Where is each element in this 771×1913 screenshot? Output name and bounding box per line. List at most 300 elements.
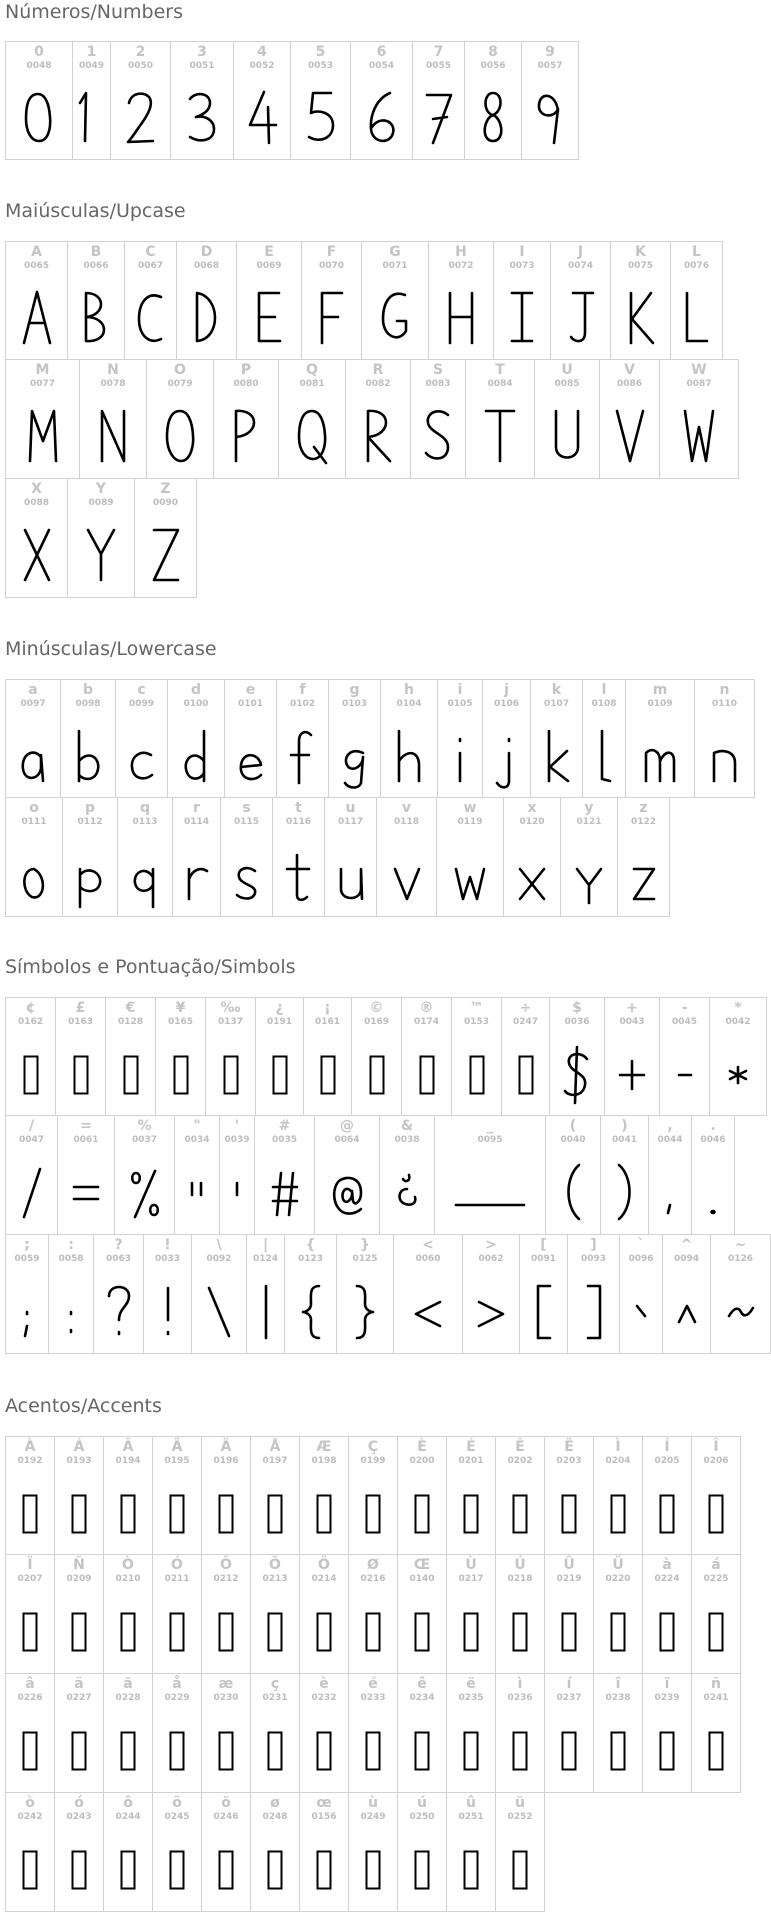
glyph-cell xyxy=(152,1554,202,1674)
glyph-stroke xyxy=(102,411,124,461)
glyph-sample-drawing xyxy=(16,1163,48,1223)
glyph-code-label: 0074 xyxy=(567,261,594,271)
missing-glyph-box xyxy=(269,1733,282,1770)
glyph-cell xyxy=(451,997,502,1116)
glyph-stroke xyxy=(287,855,309,900)
glyph-cell xyxy=(446,1792,496,1912)
glyph-code-label: 0041 xyxy=(611,1135,638,1145)
glyph-character-label: ï xyxy=(664,1676,670,1692)
glyph-code-label: 0237 xyxy=(556,1693,582,1703)
glyph-sample xyxy=(153,1837,201,1903)
glyph-stroke xyxy=(236,411,254,461)
glyph-sample-drawing xyxy=(186,89,218,149)
glyph-code-label: 0083 xyxy=(425,379,451,389)
glyph-sample-drawing xyxy=(561,1731,577,1771)
glyph-sample-drawing xyxy=(120,1850,136,1890)
glyph-code-label: 0118 xyxy=(393,817,420,827)
missing-glyph-box xyxy=(24,1614,37,1651)
missing-glyph-box xyxy=(220,1852,233,1889)
glyph-sample-drawing xyxy=(625,1282,657,1342)
glyph-character-label: á xyxy=(711,1557,721,1573)
glyph-sample xyxy=(80,404,146,470)
glyph-stroke xyxy=(88,530,114,580)
glyph-character-label: k xyxy=(551,682,562,698)
glyph-sample-drawing xyxy=(528,1282,560,1342)
glyph-sample xyxy=(601,1160,648,1226)
glyph-sample xyxy=(115,1160,174,1226)
glyph-cell xyxy=(610,241,671,360)
glyph-sample-drawing xyxy=(169,1612,185,1652)
glyph-character-label: = xyxy=(80,1118,92,1134)
glyph-code-label: 0213 xyxy=(262,1574,288,1584)
glyph-cell xyxy=(397,1554,447,1674)
glyph-code-label: 0200 xyxy=(409,1456,435,1466)
glyph-stroke xyxy=(186,731,204,781)
glyph-row xyxy=(5,798,755,917)
glyph-cell xyxy=(544,1673,594,1793)
glyph-character-label: N xyxy=(107,362,119,378)
glyph-character-label: Ç xyxy=(367,1439,379,1455)
missing-glyph-box xyxy=(710,1614,723,1651)
glyph-sample-drawing xyxy=(708,1612,724,1652)
glyph-code-label: 0245 xyxy=(164,1812,190,1822)
glyph-cell xyxy=(54,1436,104,1555)
glyph-sample xyxy=(465,86,521,152)
glyph-code-label: 0244 xyxy=(115,1812,141,1822)
glyph-code-label: 0099 xyxy=(128,699,155,709)
glyph-character-label: n xyxy=(719,682,730,698)
glyph-character-label: a xyxy=(28,682,38,698)
glyph-sample xyxy=(496,1718,544,1784)
glyph-code-label: 0076 xyxy=(683,261,710,271)
missing-glyph-box xyxy=(24,1733,37,1770)
glyph-cell xyxy=(709,997,767,1116)
glyph-character-label: & xyxy=(400,1118,414,1134)
glyph-code-label: 0246 xyxy=(213,1812,239,1822)
glyph-sample-drawing xyxy=(512,1612,528,1652)
missing-glyph-box xyxy=(321,1057,334,1094)
glyph-stroke xyxy=(520,869,544,899)
glyph-character-label: é xyxy=(368,1676,378,1692)
glyph-sample xyxy=(202,1599,250,1665)
glyph-stroke xyxy=(309,93,333,140)
glyph-sample xyxy=(671,286,722,352)
glyph-code-label: 0084 xyxy=(487,379,513,389)
glyph-cell xyxy=(642,1554,692,1674)
glyph-cell xyxy=(201,1436,251,1555)
glyph-code-label: 0101 xyxy=(237,699,264,709)
glyph-sample xyxy=(251,1718,299,1784)
glyph-sample xyxy=(594,1718,642,1784)
glyph-code-label: 0162 xyxy=(17,1017,44,1027)
glyph-sample-drawing xyxy=(123,1055,139,1095)
glyph-code-label: 0040 xyxy=(560,1135,586,1145)
glyph-sample xyxy=(649,1160,691,1226)
glyph-code-label: 0033 xyxy=(154,1254,181,1264)
glyph-character-label: Ù xyxy=(465,1557,477,1573)
glyph-code-label: 0098 xyxy=(75,699,101,709)
glyph-stroke xyxy=(383,294,406,338)
glyph-code-label: 0233 xyxy=(360,1693,386,1703)
glyph-sample xyxy=(251,1837,299,1903)
glyph-cell xyxy=(205,997,256,1116)
glyph-code-label: 0219 xyxy=(556,1574,582,1584)
glyph-character-label: Æ xyxy=(316,1439,332,1455)
glyph-sample-drawing xyxy=(218,1494,234,1534)
glyph-sample-drawing xyxy=(412,1282,444,1342)
glyph-code-label: 0201 xyxy=(458,1456,484,1466)
glyph-sample-drawing xyxy=(120,1612,136,1652)
glyph-sample xyxy=(535,404,599,470)
glyph-sample xyxy=(247,1279,284,1345)
glyph-code-label: 0057 xyxy=(537,61,563,71)
glyph-stroke xyxy=(357,1286,373,1338)
missing-glyph-box xyxy=(563,1496,576,1533)
glyph-code-label: 0211 xyxy=(164,1574,190,1584)
glyph-character-label: ä xyxy=(123,1676,133,1692)
glyph-code-label: 0094 xyxy=(673,1254,700,1264)
glyph-sample xyxy=(214,404,278,470)
glyph-stroke xyxy=(79,731,98,781)
glyph-sample-drawing xyxy=(21,289,53,349)
glyph-cell xyxy=(213,359,279,479)
missing-glyph-box xyxy=(73,1852,86,1889)
glyph-character-label: Í xyxy=(664,1439,670,1455)
glyph-cell xyxy=(167,679,225,798)
glyph-cell xyxy=(599,359,660,479)
glyph-row xyxy=(5,479,739,598)
glyph-code-label: 0137 xyxy=(217,1017,244,1027)
glyph-cell xyxy=(379,1115,435,1235)
glyph-stroke xyxy=(209,1288,229,1336)
glyph-sample xyxy=(173,842,220,908)
glyph-code-label: 0034 xyxy=(184,1135,210,1145)
glyph-cell xyxy=(567,1234,620,1354)
missing-glyph-box xyxy=(24,1057,37,1094)
glyph-stroke xyxy=(569,1165,580,1219)
glyph-character-label: _ xyxy=(486,1118,494,1134)
glyph-character-label: ã xyxy=(74,1676,84,1692)
glyph-sample-drawing xyxy=(339,727,371,787)
glyph-code-label: 0068 xyxy=(193,261,220,271)
glyph-sample-drawing xyxy=(709,727,741,787)
glyph-sample-drawing xyxy=(295,1282,327,1342)
glyph-code-label: 0114 xyxy=(183,817,210,827)
glyph-stroke xyxy=(197,293,215,341)
glyph-character-label: 8 xyxy=(488,44,498,60)
glyph-sample-drawing xyxy=(512,1850,528,1890)
glyph-code-label: 0174 xyxy=(413,1017,440,1027)
glyph-sample xyxy=(68,523,134,589)
glyph-sample-drawing xyxy=(588,727,620,787)
glyph-code-label: 0075 xyxy=(627,261,654,271)
glyph-sample-drawing xyxy=(362,407,394,467)
glyph-sample-drawing xyxy=(450,1163,530,1223)
glyph-code-label: 0081 xyxy=(299,379,325,389)
glyph-cell xyxy=(401,997,452,1116)
glyph-sample xyxy=(58,1160,114,1226)
glyph-stroke xyxy=(619,1165,630,1219)
glyph-stroke xyxy=(80,869,100,907)
glyph-sample-drawing xyxy=(725,1282,757,1342)
glyph-cell xyxy=(48,1234,94,1354)
glyph-character-label: z xyxy=(639,800,648,816)
glyph-sample-drawing xyxy=(71,1731,87,1771)
glyph-sample xyxy=(447,1718,495,1784)
glyph-cell xyxy=(219,1115,255,1235)
glyph-stroke xyxy=(416,1302,440,1326)
glyph-sample xyxy=(202,1837,250,1903)
glyph-sample xyxy=(398,1718,446,1784)
glyph-stroke xyxy=(250,92,276,143)
glyph-cell xyxy=(54,1554,104,1674)
glyph-cell xyxy=(301,241,362,360)
glyph-sample xyxy=(660,404,738,470)
glyph-sample-drawing xyxy=(469,1055,485,1095)
glyph-stroke xyxy=(30,411,56,461)
glyph-code-label: 0082 xyxy=(365,379,391,389)
glyph-character-label: ™ xyxy=(469,1000,484,1016)
glyph-sample xyxy=(483,724,530,790)
glyph-code-label: 0047 xyxy=(18,1135,45,1145)
glyph-character-label: B xyxy=(90,244,102,260)
glyph-character-label: ‰ xyxy=(220,1000,241,1016)
glyph-stroke xyxy=(322,293,342,343)
glyph-cell xyxy=(105,997,156,1116)
glyph-sample xyxy=(104,1599,152,1665)
glyph-character-label: Ú xyxy=(514,1557,526,1573)
glyph-sample-drawing xyxy=(419,1055,435,1095)
glyph-cell xyxy=(604,997,660,1116)
missing-glyph-box xyxy=(122,1614,135,1651)
glyph-character-label: y xyxy=(584,800,594,816)
glyph-cell xyxy=(103,1792,153,1912)
glyph-character-label: ¡ xyxy=(324,1000,331,1016)
glyph-cell xyxy=(549,997,605,1116)
glyph-code-label: 0161 xyxy=(314,1017,341,1027)
glyph-code-label: 0104 xyxy=(396,699,422,709)
glyph-sample-drawing xyxy=(27,407,59,467)
glyph-code-label: 0103 xyxy=(341,699,368,709)
glyph-cell xyxy=(659,997,710,1116)
glyph-cell xyxy=(380,679,438,798)
glyph-sample xyxy=(225,724,276,790)
glyph-sample xyxy=(520,1279,567,1345)
glyph-cell xyxy=(299,1436,349,1555)
glyph-cell xyxy=(503,797,561,917)
glyph-sample xyxy=(352,1042,401,1108)
missing-glyph-box xyxy=(514,1614,527,1651)
glyph-cell xyxy=(446,1554,496,1674)
glyph-cell xyxy=(710,1234,771,1354)
glyph-sample xyxy=(692,1481,740,1547)
glyph-sample-drawing xyxy=(150,526,182,586)
missing-glyph-box xyxy=(416,1496,429,1533)
glyph-code-label: 0121 xyxy=(576,817,602,827)
glyph-sample xyxy=(168,724,224,790)
glyph-sample-drawing xyxy=(283,845,315,905)
glyph-code-label: 0102 xyxy=(289,699,316,709)
glyph-cell xyxy=(115,679,168,798)
glyph-cell xyxy=(495,1673,545,1793)
glyph-code-label: 0097 xyxy=(20,699,46,709)
glyph-character-label: j xyxy=(504,682,509,698)
glyph-character-label: # xyxy=(278,1118,291,1134)
glyph-sample-drawing xyxy=(610,1612,626,1652)
glyph-code-label: 0091 xyxy=(530,1254,557,1264)
glyph-character-label: Ë xyxy=(564,1439,574,1455)
glyph-sample-drawing xyxy=(22,1731,38,1771)
glyph-sample-drawing xyxy=(475,1282,507,1342)
glyph-sample xyxy=(452,1042,501,1108)
glyph-sample-drawing xyxy=(22,1612,38,1652)
glyph-code-label: 0061 xyxy=(73,1135,99,1145)
glyph-cell xyxy=(255,997,304,1116)
glyph-sample xyxy=(643,1481,691,1547)
glyph-sample-drawing xyxy=(659,1731,675,1771)
glyph-sample xyxy=(255,1160,314,1226)
glyph-code-label: 0228 xyxy=(115,1693,141,1703)
glyph-sample-drawing xyxy=(625,289,657,349)
glyph-code-label: 0202 xyxy=(507,1456,533,1466)
glyph-cell xyxy=(172,797,221,917)
glyph-character-label: Á xyxy=(73,1439,85,1455)
glyph-code-label: 0077 xyxy=(29,379,56,389)
glyph-code-label: 0043 xyxy=(619,1017,645,1027)
missing-glyph-box xyxy=(465,1733,478,1770)
glyph-character-label: " xyxy=(193,1118,201,1134)
glyph-sample xyxy=(522,86,578,152)
glyph-character-label: I xyxy=(519,244,525,260)
glyph-sample xyxy=(710,1042,766,1108)
glyph-cell xyxy=(5,679,61,798)
glyph-code-label: 0226 xyxy=(17,1693,43,1703)
glyph-sample xyxy=(531,724,582,790)
glyph-code-label: 0109 xyxy=(647,699,673,709)
missing-glyph-box xyxy=(514,1496,527,1533)
glyph-cell xyxy=(124,241,177,360)
glyph-grid xyxy=(5,41,579,160)
glyph-sample xyxy=(447,1599,495,1665)
glyph-sample-drawing xyxy=(379,289,411,349)
missing-glyph-box xyxy=(612,1614,625,1651)
glyph-sample-drawing xyxy=(71,1850,87,1890)
missing-glyph-box xyxy=(367,1852,380,1889)
glyph-code-label: 0231 xyxy=(262,1693,288,1703)
glyph-character-label: Ô xyxy=(220,1557,232,1573)
glyph-sample-drawing xyxy=(369,1055,385,1095)
glyph-cell xyxy=(5,1792,55,1912)
glyph-sample xyxy=(594,1481,642,1547)
glyph-sample-drawing xyxy=(218,1731,234,1771)
glyph-sample-drawing xyxy=(414,1731,430,1771)
glyph-sample-drawing xyxy=(85,526,117,586)
glyph-sample xyxy=(329,724,380,790)
glyph-sample-drawing xyxy=(463,1850,479,1890)
glyph-grid xyxy=(5,1436,741,1912)
glyph-code-label: 0110 xyxy=(711,699,738,709)
glyph-cell xyxy=(191,1234,247,1354)
glyph-character-label: Î xyxy=(713,1439,719,1455)
glyph-character-label: ü xyxy=(515,1795,525,1811)
glyph-stroke xyxy=(620,1061,644,1089)
glyph-sample-drawing xyxy=(463,1612,479,1652)
glyph-row xyxy=(5,1235,771,1354)
glyph-code-label: 0117 xyxy=(337,817,364,827)
glyph-cell xyxy=(143,1234,192,1354)
glyph-sample xyxy=(496,1481,544,1547)
glyph-cell xyxy=(54,1673,104,1793)
glyph-character-label: Ã xyxy=(171,1439,183,1455)
glyph-sample-drawing xyxy=(253,289,285,349)
glyph-character-label: r xyxy=(193,800,200,816)
glyph-sample xyxy=(135,523,196,589)
missing-glyph-box xyxy=(124,1057,137,1094)
glyph-code-label: 0153 xyxy=(463,1017,490,1027)
missing-glyph-box xyxy=(367,1614,380,1651)
glyph-sample-drawing xyxy=(366,89,398,149)
glyph-character-label: û xyxy=(466,1795,476,1811)
glyph-sample xyxy=(55,1481,103,1547)
glyph-code-label: 0196 xyxy=(213,1456,239,1466)
glyph-character-label: } xyxy=(360,1237,370,1253)
glyph-sample-drawing xyxy=(269,1163,301,1223)
glyph-sample xyxy=(494,286,550,352)
glyph-stroke xyxy=(485,93,502,141)
glyph-stroke xyxy=(637,1306,645,1316)
glyph-stroke xyxy=(565,1047,587,1103)
glyph-code-label: 0214 xyxy=(311,1574,337,1584)
glyph-sample-drawing xyxy=(561,1612,577,1652)
glyph-cell xyxy=(176,241,237,360)
glyph-code-label: 0112 xyxy=(77,817,103,827)
glyph-cell xyxy=(5,1234,49,1354)
missing-glyph-box xyxy=(122,1496,135,1533)
glyph-cell xyxy=(60,679,116,798)
glyph-code-label: 0242 xyxy=(17,1812,43,1822)
glyph-sample-drawing xyxy=(71,1612,87,1652)
glyph-sample xyxy=(362,286,428,352)
glyph-code-label: 0235 xyxy=(458,1693,484,1703)
glyph-sample xyxy=(256,1042,303,1108)
missing-glyph-box xyxy=(171,1496,184,1533)
glyph-character-label: Ä xyxy=(220,1439,232,1455)
glyph-row xyxy=(5,997,771,1116)
glyph-character-label: c xyxy=(137,682,146,698)
glyph-sample-drawing xyxy=(722,1045,754,1105)
glyph-sample-drawing xyxy=(287,727,319,787)
glyph-sample-drawing xyxy=(365,1494,381,1534)
glyph-character-label: Å xyxy=(269,1439,281,1455)
glyph-character-label: W xyxy=(691,362,707,378)
glyph-sample xyxy=(237,286,301,352)
glyph-sample xyxy=(94,1279,143,1345)
glyph-cell xyxy=(272,797,325,917)
glyph-stroke xyxy=(74,1187,98,1199)
glyph-sample xyxy=(6,724,60,790)
glyph-code-label: 0051 xyxy=(189,61,215,71)
glyph-character-label: b xyxy=(82,682,94,698)
glyph-sample-drawing xyxy=(180,727,212,787)
glyph-stroke xyxy=(334,1178,361,1214)
glyph-cell xyxy=(152,1792,202,1912)
glyph-cell xyxy=(361,241,429,360)
glyph-sample xyxy=(545,1718,593,1784)
glyph-sample-drawing xyxy=(272,1055,288,1095)
glyph-sample-drawing xyxy=(320,1055,336,1095)
glyph-stroke xyxy=(128,94,153,142)
glyph-stroke xyxy=(395,869,419,899)
